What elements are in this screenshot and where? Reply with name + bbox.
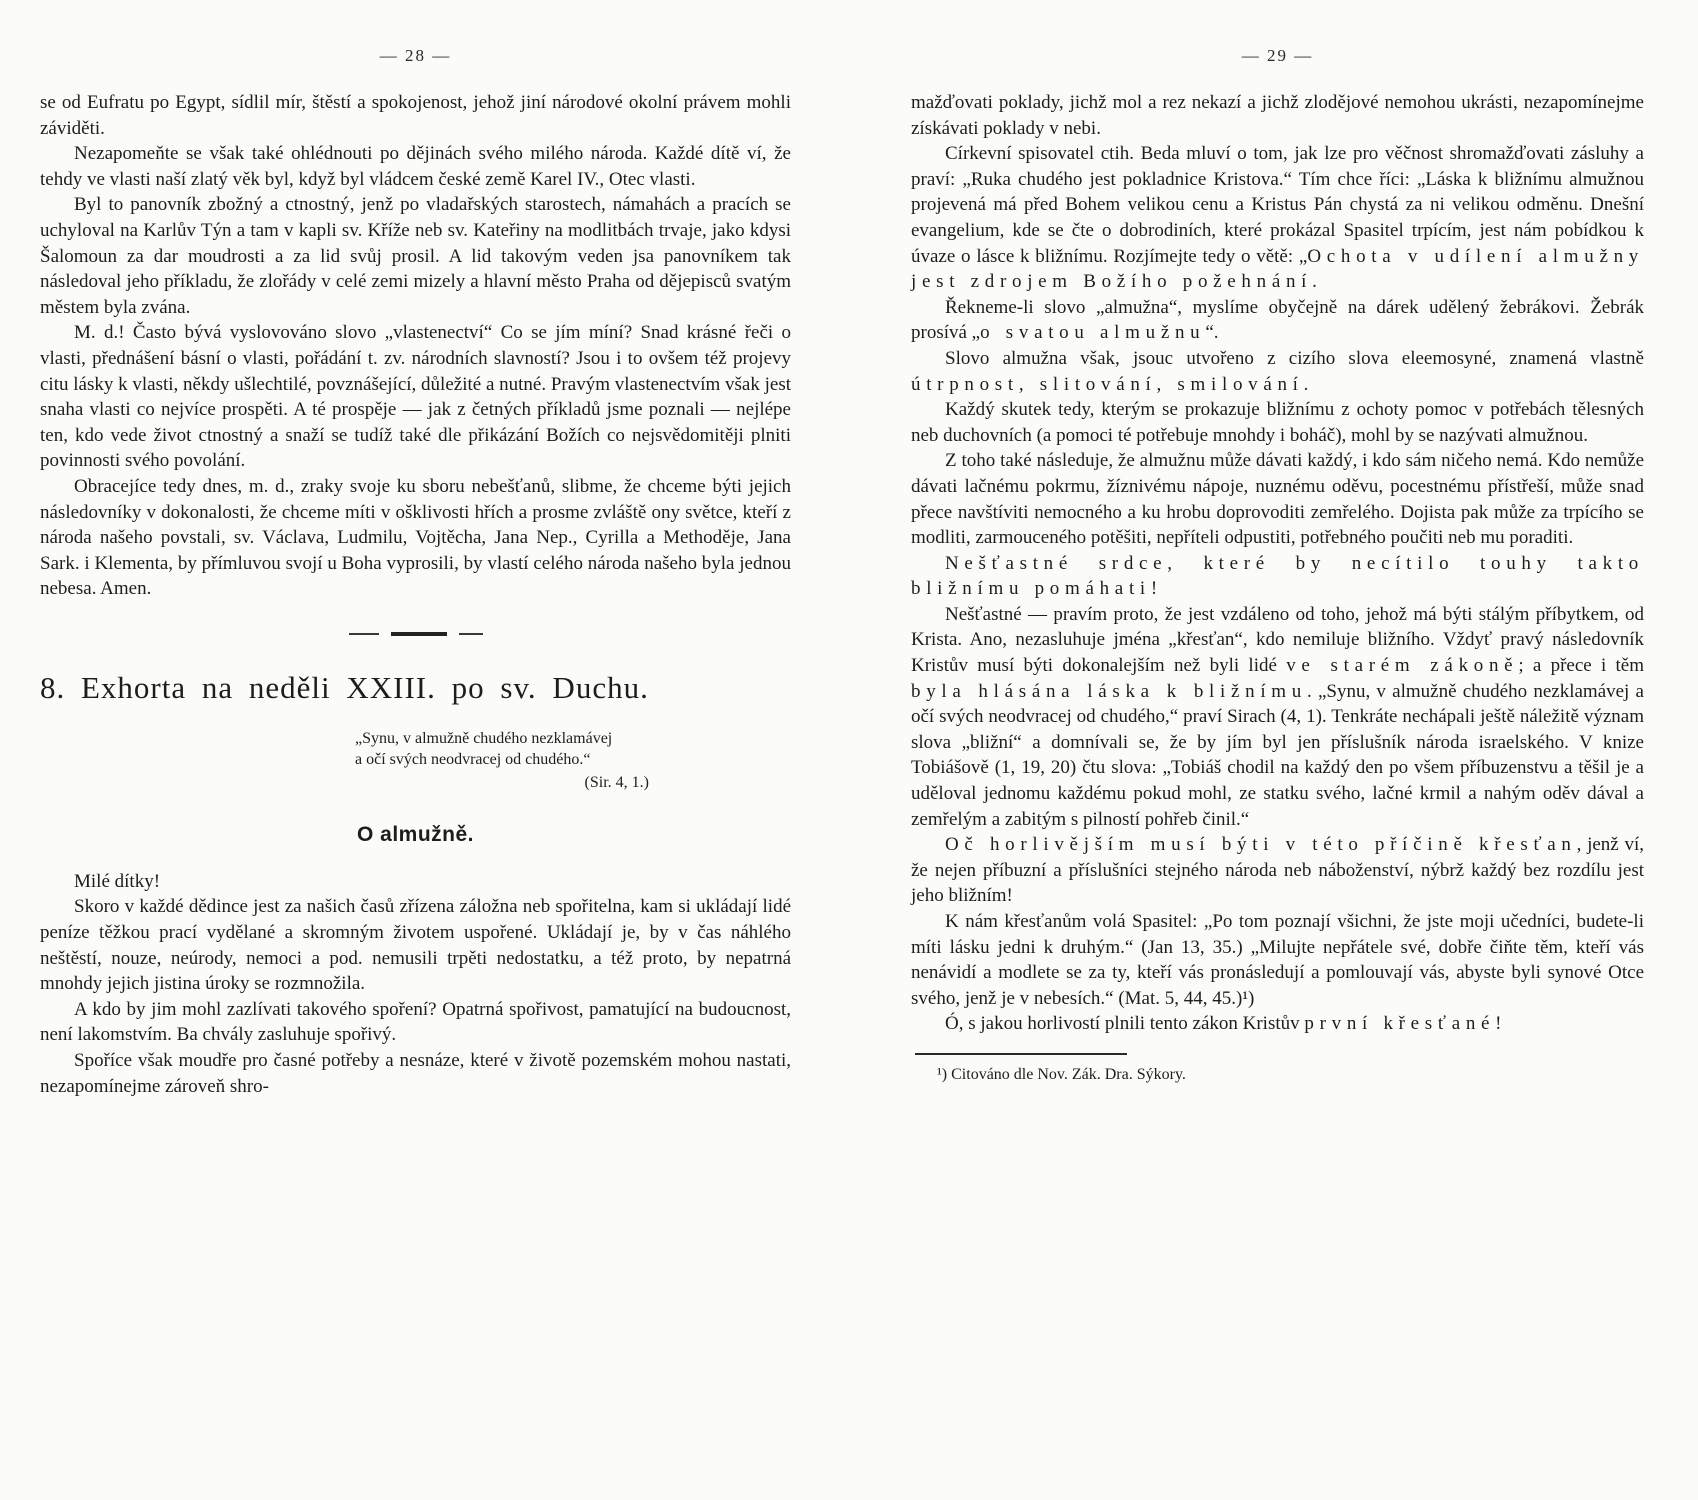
paragraph xyxy=(911,397,1644,448)
paragraph xyxy=(911,909,1644,1011)
epigraph xyxy=(355,728,727,793)
epigraph-line-1: „Synu, v almužně chudého nezklamávej xyxy=(355,729,613,747)
text-run: M. d.! Často bývá vyslovováno slovo „vlastenectví“ Co se jím míní? Snad krásné řeči o vlasti, přednášení básní o vlasti, pořádání t. zv. národních slavností? Jsou i to ovšem též projevy citu lásky k vlasti, někdy ušlechtilé, povznášející, důležité a nutné. Pravým vlastenectvím však jest snaha vlasti co nejvíce prospěti. A té prospěje — jak z četných příkladů jsme poznali — nejlépe ten, kdo vede život ctnostný a snaží se tudíž také dle přikázání Božích co nejsvědomitěji plniti povinnosti svého povolání. xyxy=(40,322,791,472)
paragraph xyxy=(911,832,1644,909)
paragraph xyxy=(911,90,1644,141)
paragraph xyxy=(911,448,1644,550)
paragraph xyxy=(911,346,1644,397)
paragraph xyxy=(40,894,791,996)
divider-mark xyxy=(459,633,483,635)
footnote-block xyxy=(911,1053,1644,1085)
page-number-right: — 29 — xyxy=(1241,46,1314,65)
paragraph xyxy=(40,192,791,320)
text-run: A kdo by jim mohl zazlívati takového spoření? Opatrná spořivost, pamatující na budoucnost, není lakomstvím. Ba chvály zasluhuje spořivý. xyxy=(40,998,791,1046)
divider-mark xyxy=(349,633,379,635)
paragraph xyxy=(40,997,791,1048)
paragraph xyxy=(40,141,791,192)
text-run: Každý skutek tedy, kterým se prokazuje bližnímu z ochoty pomoc v potřebách tělesných neb duchovních (a pomoci té potřebuje mnohdy i boháč), mohl by se nazývati almužnou. xyxy=(911,399,1644,446)
page-29 xyxy=(849,0,1698,1500)
letterspaced-emphasis: Nešťastné srdce, které by necítilo touhy takto bližnímu pomáhati! xyxy=(911,552,1644,600)
letterspaced-emphasis: Oč horlivějším musí býti v této příčině křesťan xyxy=(945,834,1577,856)
text-run: . „Synu, v almužně chudého nezklamávej a očí svých neodvracej od chudého,“ praví Sirach (4, 1). Tenkráte nechápali ještě náležitě význam slova „bližní“ a domnívali se, že by jím byl jen příslušník národa israelského. V knize Tobiášově (1, 19, 20) čtu slova: „Tobiáš chodil na každý den po všem příbuzenstvu a těšil je a uděloval jednomu každému pokud mohl, ze statku svého, lačné krmil a nahým oděv dával a zemřelým a zabitým s pilností pohřeb činil.“ xyxy=(911,680,1644,830)
footnote-rule xyxy=(915,1053,1127,1055)
text-run: Byl to panovník zbožný a ctnostný, jenž po vladařských starostech, námahách a pracích se uchyloval na Karlův Týn a tam v kapli sv. Kříže neb sv. Kateřiny na modlitbách trvaje, jako kdysi Šalomoun za dar moudrosti a za lid svůj prosil. A lid takovým veden jsa panovníkem tak následoval jeho příkladu, že zlořády v celé zemi mizely a hlavní město Praha od dějepisců svatým městem byla zvána. xyxy=(40,194,791,318)
text-run: Církevní spisovatel ctih. Beda mluví o tom, jak lze pro věčnost shromažďovati zásluhy a praví: „Ruka chudého jest pokladnice Kristova.“ Tím chce říci: „Láska k bližnímu almužnou projevená má před Bohem velikou cenu a Kristus Pán chystá za ni velikou odměnu. Dnešní evangelium, kde se čte o dobrodiních, které prokázal Spasitel trpícím, jest nám pobídkou k úvaze o lásce k bližnímu. Rozjímejte tedy o větě: „ xyxy=(911,143,1644,267)
text-run: Spoříce však moudře pro časné potřeby a nesnáze, které v životě pozemském mohou nastati, nezapomínejme zároveň shro- xyxy=(40,1050,791,1097)
text-run: se od Eufratu po Egypt, sídlil mír, štěstí a spokojenost, jehož jiní národové okolní právem mohli záviděti. xyxy=(40,92,791,139)
letterspaced-emphasis: útrpnost, slitování, smilování xyxy=(911,373,1304,395)
letterspaced-emphasis: o svatou almužnu xyxy=(980,322,1206,344)
text-run: Nešťastné — pravím proto, že jest vzdáleno od toho, jehož má býti stálým příbytkem, od Krista. Ano, nezasluhuje jména „křesťan“, kdo nemiluje bližního. Vždyť pravý následovník Kristův musí býti dokonalejším než byli lidé xyxy=(911,603,1644,677)
paragraph xyxy=(40,90,791,141)
page-number-left: — 28 — xyxy=(379,46,452,65)
text-run: mažďovati poklady, jichž mol a rez nekazí a jichž zlodějové nemohou ukrásti, nezapomínejme získávati poklady v nebi. xyxy=(911,92,1644,139)
paragraph xyxy=(911,551,1644,602)
text-run: ; a přece i těm xyxy=(1518,655,1644,677)
paragraph xyxy=(40,474,791,602)
text-run: . xyxy=(1303,373,1309,395)
letterspaced-emphasis: první křesťané! xyxy=(1304,1013,1508,1035)
text-run: Řekneme-li slovo „almužna“, myslíme obyčejně na dárek udělený žebrákovi. Žebrák prosívá „ xyxy=(911,296,1644,344)
section-body xyxy=(40,869,791,895)
text-run: Obracejíce tedy dnes, m. d., zraky svoje ku sboru nebešťanů, slibme, že chceme býti jejich následovníky v dokonalosti, že chceme míti v ošklivosti hřích a prosme zvláště ony světce, kteří z národa našeho povstali, sv. Václava, Ludmilu, Vojtěcha, Jana Nep., Cyrilla a Methoděje, Jana Sark. i Klementa, by přímluvou svojí u Boha vyprosili, by vlastí celého národa našeho byla jednou nebesa. Amen. xyxy=(40,475,791,600)
text-run: Skoro v každé dědince jest za našich časů zřízena záložna neb spořitelna, kam si ukládají lidé peníze těžkou prací vydělané a skromným životem uspořené. Ukládají je, by v čas náhlého neštěstí, nouze, neúrody, nemoci a pod. nemusili trpěti nedostatku, a též proto, by nepatrná mnohdy jejich jistina úroky se rozmnožila. xyxy=(40,896,791,995)
footnote-text: ¹) Citováno dle Nov. Zák. Dra. Sýkory. xyxy=(937,1065,1186,1083)
paragraph xyxy=(911,295,1644,346)
text-run: K nám křesťanům volá Spasitel: „Po tom poznají všichni, že jste moji učedníci, budete-li míti lásku jedni k druhým.“ (Jan 13, 35.) „Milujte nepřátele své, dobře čiňte těm, kteří vás nenávidí a modlete se za ty, kteří vás pronásledují a pomlouvají vás, abyste byli synové Otce svého, jenž je v nebesích.“ (Mat. 5, 44, 45.)¹) xyxy=(911,911,1644,1009)
section-divider xyxy=(40,632,791,636)
letterspaced-emphasis: ve starém zákoně xyxy=(1286,655,1519,677)
section-heading: 8. Exhorta na neděli XXIII. po sv. Duchu. xyxy=(40,669,649,705)
paragraph xyxy=(911,1011,1644,1037)
epigraph-line-2: a očí svých neodvracej od chudého.“ xyxy=(355,750,591,768)
paragraph xyxy=(911,141,1644,295)
text-run: Ó, s jakou horlivostí plnili tento zákon Kristův xyxy=(945,1013,1305,1035)
paragraph xyxy=(40,1048,791,1099)
text-run: Slovo almužna však, jsouc utvořeno z cizího slova eleemosyné, znamená vlastně xyxy=(945,347,1644,369)
salutation: Milé dítky! xyxy=(74,870,161,892)
letterspaced-emphasis: Ochota v udílení almužny jest zdrojem Božího požehnání xyxy=(911,245,1644,293)
text-run: . xyxy=(1312,271,1317,293)
sermon-text xyxy=(40,90,791,602)
text-run: Nezapomeňte se však také ohlédnouti po dějinách svého milého národa. Každé dítě ví, že tehdy ve vlasti naší zlatý věk byl, když byl vládcem české země Karel IV., Otec vlasti. xyxy=(40,143,791,190)
letterspaced-emphasis: byla hlásána láska k bližnímu xyxy=(911,680,1307,702)
page-right-text xyxy=(911,90,1644,1037)
paragraph xyxy=(911,602,1644,832)
section-text xyxy=(40,894,791,1099)
paragraph xyxy=(40,320,791,474)
text-run: , jenž ví, že nejen příbuzní a příslušníci stejného národa neb náboženství, nýbrž každý bez rozdílu jest jeho bližním! xyxy=(911,834,1644,907)
epigraph-source: (Sir. 4, 1.) xyxy=(584,773,649,791)
text-run: “. xyxy=(1205,322,1219,344)
sermon-subheading: O almužně. xyxy=(356,822,475,846)
divider-mark xyxy=(391,632,447,636)
text-run: Z toho také následuje, že almužnu může dávati každý, i kdo sám ničeho nemá. Kdo nemůže dávati lačnému pokrmu, žíznivému nápoje, nuznému oděvu, pocestnému přístřeší, může snad přece navštíviti nemocného a ku hrobu doprovoditi zemřelého. Dojista pak může za trpícího se modliti, zarmouceného potěšiti, nepříteli odpustiti, potřebného poučiti neb mu poraditi. xyxy=(911,450,1644,549)
